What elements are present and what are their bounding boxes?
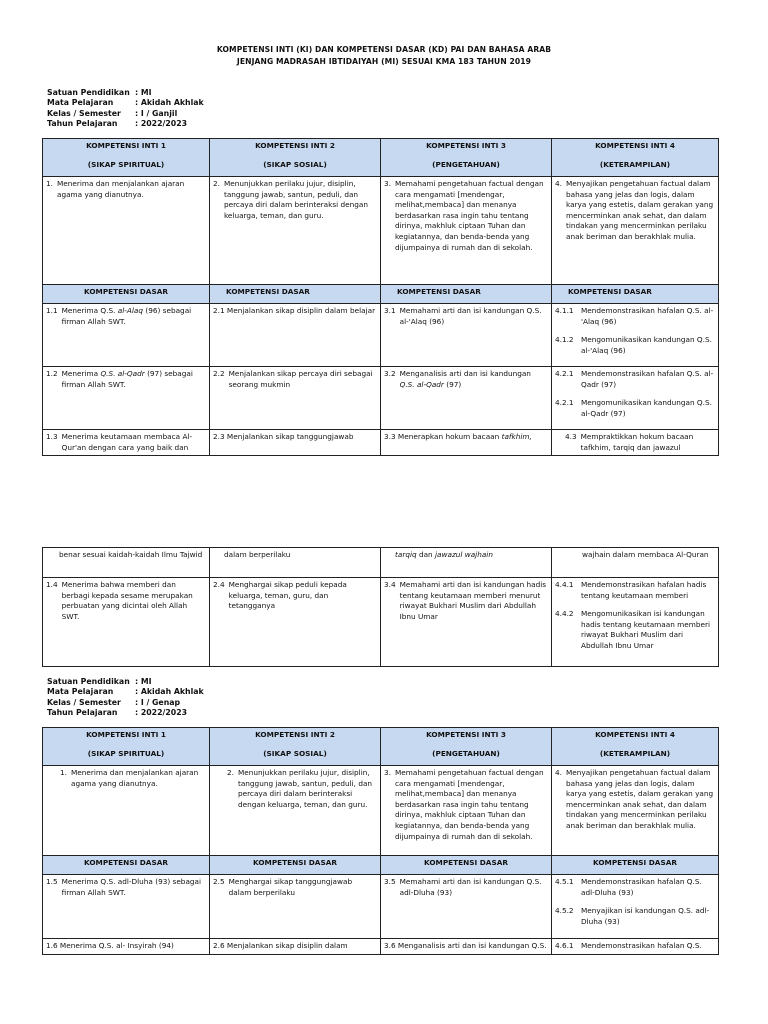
kd-3-3: 3.3 Menerapkan hokum bacaan tafkhim, [381,430,552,456]
kd-1-3: 1.3 Menerima keutamaan membaca Al-Qur'an dengan cara yang baik dan [43,430,210,456]
header-ki3: KOMPETENSI INTI 3 (PENGETAHUAN) [381,139,552,177]
kd-header-1: KOMPETENSI DASAR [43,856,210,875]
kd-1-6: 1.6 Menerima Q.S. al- Insyirah (94) [43,939,210,955]
ki1-cell: 1. Menerima dan menjalankan ajaran agama yang dianutnya. [43,177,210,285]
label-satuan: Satuan Pendidikan [47,88,130,97]
kd-row-4 [43,578,719,667]
kd-header-4: KOMPETENSI DASAR [552,285,719,304]
kd-1-3-cont: benar sesuai kaidah-kaidah Ilmu Tajwid [43,548,210,578]
identity-block-genap [47,677,204,719]
ki3-cell: 3. Memahami pengetahuan factual dengan cara mengamati [mendengar, melihat,membaca] dan menanya berdasarkan rasa ingin tahu tentang dirinya, makhluk ciptaan Tuhan dan kegiatannya, dan benda-benda yang dijumpainya di rumah dan di sekolah. [381,177,552,285]
competency-table-genap [42,727,719,955]
competency-table-ganjil [42,138,719,456]
kd-row-3 [43,430,719,456]
header-ki4: KOMPETENSI INTI 4 (KETERAMPILAN) [552,139,719,177]
kd-header-1: KOMPETENSI DASAR [43,285,210,304]
label-satuan: Satuan Pendidikan [47,677,130,686]
kd-4-5: 4.5.1 Mendemonstrasikan hafalan Q.S. adl-Dluha (93) 4.5.2 Menyajikan isi kandungan Q.S. adl-Dluha (93) [552,875,719,939]
kd-1-4: 1.4 Menerima bahwa memberi dan berbagi kepada sesame merupakan perbuatan yang dicintai oleh Allah SWT. [43,578,210,667]
kd-header-row [43,856,719,875]
ki-row [43,766,719,856]
label-tahun: Tahun Pelajaran [47,119,118,129]
ki4-cell: 4. Menyajikan pengetahuan factual dalam bahasa yang jelas dan logis, dalam karya yang estetis, dalam gerakan yang mencerminkan anak sehat, dan dalam tindakan yang mencerminkan perilaku anak beriman dan berakhlak mulia. [552,177,719,285]
kd-header-row [43,285,719,304]
ki1-cell: 1. Menerima dan menjalankan ajaran agama yang dianutnya. [43,766,210,856]
value-tahun: : 2022/2023 [135,708,188,718]
value-mapel: : Akidah Akhlak [135,98,204,108]
kd-header-4: KOMPETENSI DASAR [552,856,719,875]
competency-table-ganjil-continued [42,547,719,667]
header-ki1: KOMPETENSI INTI 1 (SIKAP SPIRITUAL) [43,728,210,766]
label-mapel: Mata Pelajaran [47,98,114,108]
kd-header-2: KOMPETENSI DASAR [210,856,381,875]
document-title-line2: JENJANG MADRASAH IBTIDAIYAH (MI) SESUAI KMA 183 TAHUN 2019 [236,57,532,66]
label-kelas: Kelas / Semester [47,108,121,118]
kd-1-1: 1.1 Menerima Q.S. al-Alaq (96) sebagai firman Allah SWT. [43,304,210,367]
header-ki2: KOMPETENSI INTI 2 (SIKAP SOSIAL) [210,728,381,766]
value-satuan: : MI [135,88,152,97]
ki2-cell: 2. Menunjukkan perilaku jujur, disiplin, tanggung jawab, santun, peduli, dan percaya diri dalam berinteraksi dengan keluarga, teman, dan guru. [210,766,381,856]
kd-4-6: 4.6.1 Mendemonstrasikan hafalan Q.S. [552,939,719,955]
header-ki4: KOMPETENSI INTI 4 (KETERAMPILAN) [552,728,719,766]
kd-4-1: 4.1.1 Mendemonstrasikan hafalan Q.S. al-'Alaq (96) 4.1.2 Mengomunikasikan kandungan Q.S. al-'Alaq (96) [552,304,719,367]
kd-2-1: 2.1 Menjalankan sikap disiplin dalam belajar [210,304,381,367]
kd-2-3: 2.3 Menjalankan sikap tanggungjawab [210,430,381,456]
kd-3-4: 3.4 Memahami arti dan isi kandungan hadis tentang keutamaan memberi menurut riwayat Bukhari Muslim dari Abdullah Ibnu Umar [381,578,552,667]
kd-row-1 [43,304,719,367]
kd-row-6 [43,939,719,955]
ki4-cell: 4. Menyajikan pengetahuan factual dalam bahasa yang jelas dan logis, dalam karya yang estetis, dalam gerakan yang mencerminkan anak sehat, dan dalam tindakan yang mencerminkan perilaku anak beriman dan berakhlak mulia. [552,766,719,856]
kd-1-2: 1.2 Menerima Q.S. al-Qadr (97) sebagai firman Allah SWT. [43,367,210,430]
header-ki2: KOMPETENSI INTI 2 (SIKAP SOSIAL) [210,139,381,177]
identity-block-ganjil [47,88,204,130]
table-header-row [43,139,719,177]
ki3-cell: 3. Memahami pengetahuan factual dengan cara mengamati [mendengar, melihat,membaca] dan menanya berdasarkan rasa ingin tahu tentang dirinya, makhluk ciptaan Tuhan dan kegiatannya, dan benda-benda yang dijumpainya di rumah dan di sekolah. [381,766,552,856]
kd-3-5: 3.5 Memahami arti dan isi kandungan Q.S. adl-Dluha (93) [381,875,552,939]
kd-4-3: 4.3 Mempraktikkan hokum bacaan tafkhim, tarqiq dan jawazul [552,430,719,456]
label-tahun: Tahun Pelajaran [47,708,118,718]
kd-1-5: 1.5 Menerima Q.S. adl-Dluha (93) sebagai firman Allah SWT. [43,875,210,939]
kd-2-2: 2.2 Menjalankan sikap percaya diri sebagai seorang mukmin [210,367,381,430]
kd-row-2 [43,367,719,430]
kd-3-2: 3.2 Menganalisis arti dan isi kandungan Q.S. al-Qadr (97) [381,367,552,430]
value-kelas: : I / Ganjil [135,108,178,118]
kd-2-6: 2.6 Menjalankan sikap disiplin dalam [210,939,381,955]
table-header-row [43,728,719,766]
value-tahun: : 2022/2023 [135,119,188,129]
kd-3-3-cont: tarqiq dan jawazul wajhain [381,548,552,578]
kd-row-3-continued [43,548,719,578]
value-mapel: : Akidah Akhlak [135,687,204,697]
kd-4-2: 4.2.1 Mendemonstrasikan hafalan Q.S. al-Qadr (97) 4.2.1 Mengomunikasikan kandungan Q.S. al-Qadr (97) [552,367,719,430]
kd-3-1: 3.1 Memahami arti dan isi kandungan Q.S. al-'Alaq (96) [381,304,552,367]
kd-2-4: 2.4 Menghargai sikap peduli kepada keluarga, teman, guru, dan tetangganya [210,578,381,667]
value-kelas: : I / Genap [135,697,181,707]
value-satuan: : MI [135,677,152,686]
kd-header-2: KOMPETENSI DASAR [210,285,381,304]
label-kelas: Kelas / Semester [47,697,121,707]
kd-4-3-cont: wajhain dalam membaca Al-Quran [552,548,719,578]
header-ki3: KOMPETENSI INTI 3 (PENGETAHUAN) [381,728,552,766]
kd-2-5: 2.5 Menghargai sikap tanggungjawab dalam berperilaku [210,875,381,939]
kd-4-4: 4.4.1 Mendemonstrasikan hafalan hadis tentang keutamaan memberi 4.4.2 Mengomunikasikan isi kandungan hadis tentang keutamaan memberi riwayat Bukhari Muslim dari Abdullah Ibnu Umar [552,578,719,667]
ki-row [43,177,719,285]
kd-2-3-cont: dalam berperilaku [210,548,381,578]
document-title-line1: KOMPETENSI INTI (KI) DAN KOMPETENSI DASAR (KD) PAI DAN BAHASA ARAB [216,45,552,54]
label-mapel: Mata Pelajaran [47,687,114,697]
ki2-cell: 2. Menunjukkan perilaku jujur, disiplin, tanggung jawab, santun, peduli, dan percaya diri dalam berinteraksi dengan keluarga, teman, dan guru. [210,177,381,285]
kd-3-6: 3.6 Menganalisis arti dan isi kandungan Q.S. [381,939,552,955]
header-ki1: KOMPETENSI INTI 1 (SIKAP SPIRITUAL) [43,139,210,177]
kd-header-3: KOMPETENSI DASAR [381,285,552,304]
kd-header-3: KOMPETENSI DASAR [381,856,552,875]
kd-row-5 [43,875,719,939]
